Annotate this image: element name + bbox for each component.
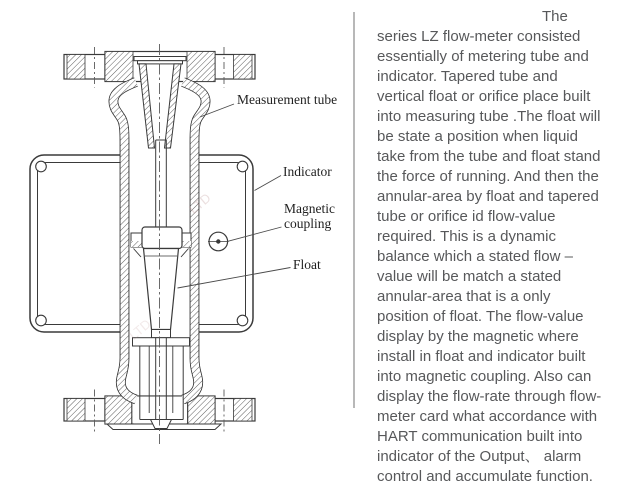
text-line: display by the magnetic where: [377, 328, 579, 345]
text-line: value will be match a stated: [377, 268, 562, 285]
text-line: into measuring tube .The float will: [377, 108, 601, 125]
text-line: required. This is a dynamic: [377, 228, 556, 245]
screw-hole-bottom-left: [36, 315, 47, 326]
label-float: Float: [293, 257, 321, 272]
text-line: install in float and indicator built: [377, 348, 586, 365]
text-line: essentially of metering tube and: [377, 48, 589, 65]
text-line: HART communication built into: [377, 428, 583, 445]
screw-hole-bottom-right: [237, 315, 248, 326]
text-line: indicator. Tapered tube and: [377, 68, 558, 85]
funnel-mouth-cap: [134, 57, 186, 61]
description-text: [377, 7, 623, 487]
text-line: The: [542, 8, 568, 25]
text-line: take from the tube and float stand: [377, 148, 601, 165]
screw-hole-top-right: [237, 161, 248, 172]
text-line: be state a position when liquid: [377, 128, 578, 145]
magnetic-coupling-symbol: [208, 232, 229, 251]
text-line: balance which a stated flow –: [377, 248, 573, 265]
text-line: control and accumulate function.: [377, 468, 593, 485]
text-line: the force of running. And then the: [377, 168, 599, 185]
text-line: series LZ flow-meter consisted: [377, 28, 581, 45]
text-line: position of float. The flow-value: [377, 308, 584, 325]
screw-hole-top-left: [36, 161, 47, 172]
text-line: annular-area that is a only: [377, 288, 551, 305]
float-head: [142, 227, 182, 249]
leader-indicator: [255, 176, 282, 191]
text-line: meter card what accordance with: [377, 408, 598, 425]
label-magnetic-coupling: Magnetic coupling: [284, 201, 335, 231]
watermark-text: LTD: [185, 190, 214, 217]
text-line: display the flow-rate through flow-: [377, 388, 602, 405]
text-line: vertical float or orifice place built: [377, 88, 591, 105]
label-measurement-tube: Measurement tube: [237, 92, 338, 107]
float-seat: [133, 338, 190, 346]
label-indicator: Indicator: [283, 164, 332, 179]
text-line: annular-area by float and tapered: [377, 188, 599, 205]
text-line: into magnetic coupling. Also can: [377, 368, 592, 385]
text-line: indicator of the Output、 alarm: [377, 448, 582, 465]
text-line: tube or orifice id flow-value: [377, 208, 556, 225]
divider-line: [353, 12, 355, 408]
